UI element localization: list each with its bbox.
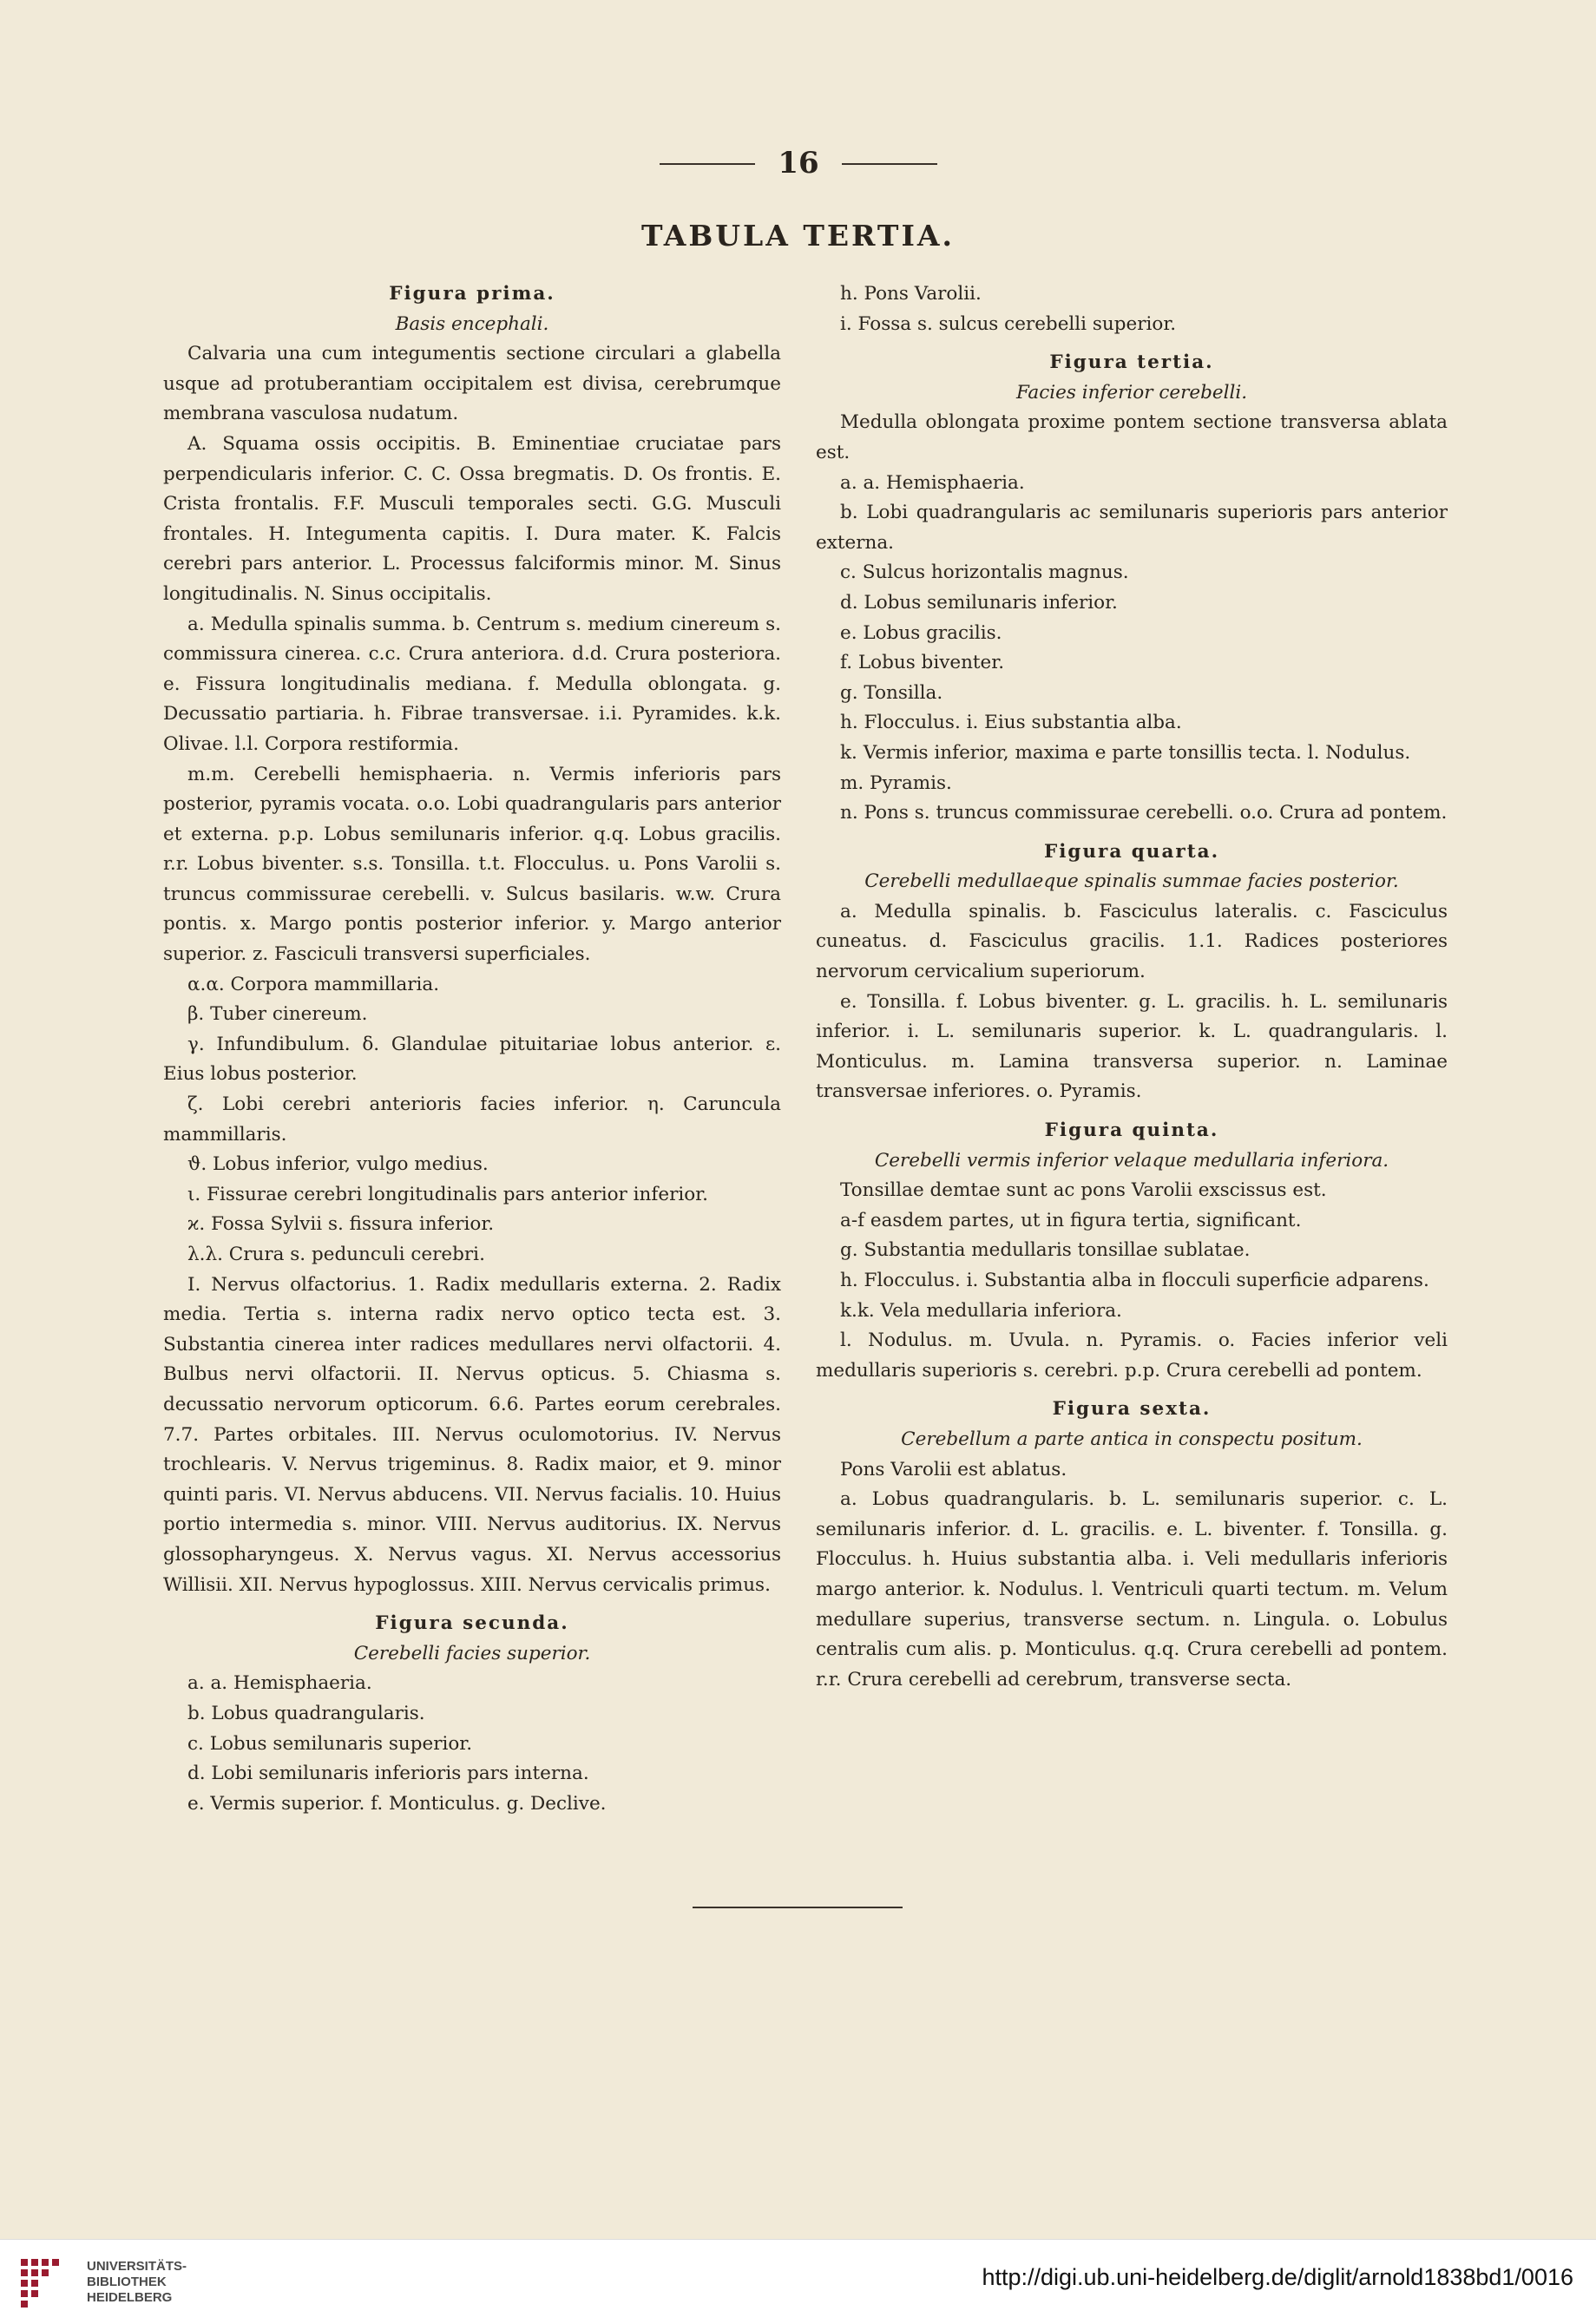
legend-paragraph: I. Nervus olfactorius. 1. Radix medullaris externa. 2. Radix media. Tertia s. interna radix nervo optico tecta est. 3. Substantia cinerea inter radices medullares nervi olfactorii. 4. Bulbus nervi olfactorii. II. Nervus opticus. 5. Chiasma s. decussatio nervorum opticorum. 6.6. Partes eorum cerebrales. 7.7. Partes orbitales. III. Nervus oculomotorius. IV. Nervus trochlearis. V. Nervus trigeminus. 8. Radix maior, et 9. minor quinti paris. VI. Nervus abducens. VII. Nervus facialis. 10. Huius portio intermedia s. minor. VIII. Nervus auditorius. IX. Nervus glossopharyngeus. X. Nervus vagus. XI. Nervus accessorius Willisii. XII. Nervus hypoglossus. XIII. Nervus cervicalis primus. — [163, 1273, 781, 1596]
legend-paragraph: b. Lobi quadrangularis ac semilunaris superioris pars anterior externa. — [816, 502, 1448, 554]
legend-paragraph: m. Pyramis. — [840, 771, 952, 794]
legend-paragraph: k.k. Vela medullaria inferiora. — [840, 1299, 1122, 1322]
legend-paragraph: a. a. Hemisphaeria. — [187, 1672, 372, 1695]
legend-paragraph: A. Squama ossis occipitis. B. Eminentiae cruciatae pars perpendicularis inferior. C. C. Ossa bregmatis. D. Os frontis. E. Crista frontalis. F.F. Musculi temporales secti. G.G. Musculi frontales. H. Integumenta capitis. I. Dura mater. K. Falcis cerebri pars anterior. L. Processus falciformis minor. M. Sinus longitudinalis. N. Sinus occipitalis. — [163, 432, 781, 605]
figure-heading: Figura secunda. — [375, 1612, 569, 1635]
legend-paragraph: i. Fossa s. sulcus cerebelli superior. — [840, 312, 1177, 335]
library-name — [87, 2259, 187, 2306]
figure-subtitle: Cerebelli medullaeque spinalis summae facies posterior. — [864, 870, 1399, 893]
figure-subtitle: Cerebelli facies superior. — [353, 1642, 591, 1664]
legend-paragraph: ϰ. Fossa Sylvii s. fissura inferior. — [187, 1213, 495, 1236]
figure-subtitle: Cerebelli vermis inferior velaque medullaria inferiora. — [874, 1149, 1389, 1172]
legend-paragraph: ι. Fissurae cerebri longitudinalis pars anterior inferior. — [187, 1183, 708, 1205]
footer-bar — [0, 2239, 1596, 2324]
legend-paragraph: Tonsillae demtae sunt ac pons Varolii exscissus est. — [840, 1179, 1327, 1202]
legend-paragraph: a. Medulla spinalis. b. Fasciculus lateralis. c. Fasciculus cuneatus. d. Fasciculus gracilis. 1.1. Radices posteriores nervorum cervicalium superiorum. — [816, 900, 1448, 983]
legend-paragraph: Calvaria una cum integumentis sectione circulari a glabella usque ad protuberantiam occipitalem est divisa, cerebrumque membrana vasculosa nudatum. — [163, 343, 781, 425]
library-name-line: HEIDELBERG — [87, 2290, 173, 2305]
permalink-url[interactable]: http://digi.ub.uni-heidelberg.de/diglit/arnold1838bd1/0016 — [982, 2264, 1573, 2290]
figure-heading: Figura sexta. — [1052, 1398, 1212, 1421]
figure-heading: Figura tertia. — [1049, 351, 1214, 374]
legend-paragraph: γ. Infundibulum. δ. Glandulae pituitariae lobus anterior. ε. Eius lobus posterior. — [163, 1033, 781, 1086]
legend-paragraph: f. Lobus biventer. — [840, 652, 1005, 674]
legend-paragraph: d. Lobus semilunaris inferior. — [840, 591, 1118, 614]
page-number: 16 — [778, 146, 819, 181]
figure-heading: Figura quarta. — [1043, 840, 1220, 863]
library-name-line: BIBLIOTHEK — [87, 2275, 167, 2289]
legend-paragraph: n. Pons s. truncus commissurae cerebelli. o.o. Crura ad pontem. — [840, 802, 1448, 824]
legend-paragraph: d. Lobi semilunaris inferioris pars interna. — [187, 1763, 589, 1785]
legend-paragraph: h. Pons Varolii. — [840, 283, 982, 305]
legend-paragraph: a. Medulla spinalis summa. b. Centrum s. medium cinereum s. commissura cinerea. c.c. Crura anteriora. d.d. Crura posteriora. e. Fissura longitudinalis mediana. f. Medulla oblongata. g. Decussatio partiaria. h. Fibrae transversae. i.i. Pyramides. k.k. Olivae. l.l. Corpora restiformia. — [163, 613, 781, 755]
library-name-line: UNIVERSITÄTS- — [87, 2259, 187, 2274]
page-number-rule-right — [842, 163, 937, 165]
legend-paragraph: g. Tonsilla. — [840, 681, 943, 704]
legend-paragraph: β. Tuber cinereum. — [187, 1003, 368, 1026]
library-logo-icon — [19, 2257, 73, 2311]
legend-paragraph: α.α. Corpora mammillaria. — [187, 973, 440, 995]
legend-paragraph: e. Lobus gracilis. — [840, 621, 1002, 644]
figure-subtitle: Facies inferior cerebelli. — [1015, 381, 1248, 404]
legend-paragraph: b. Lobus quadrangularis. — [187, 1702, 425, 1724]
legend-paragraph: e. Tonsilla. f. Lobus biventer. g. L. gracilis. h. L. semilunaris inferior. i. L. semilunaris superior. k. L. quadrangularis. l. Monticulus. m. Lamina transversa superior. n. Laminae transversae inferiores. o. Pyramis. — [816, 990, 1448, 1103]
legend-paragraph: c. Sulcus horizontalis magnus. — [840, 561, 1129, 584]
figure-subtitle: Basis encephali. — [395, 312, 549, 335]
closing-rule — [693, 1907, 903, 1908]
legend-paragraph: c. Lobus semilunaris superior. — [187, 1732, 473, 1755]
left-column — [163, 279, 781, 1819]
legend-paragraph: l. Nodulus. m. Uvula. n. Pyramis. o. Facies inferior veli medullaris superioris s. cerebri. p.p. Crura cerebelli ad pontem. — [816, 1329, 1448, 1382]
legend-paragraph: λ.λ. Crura s. pedunculi cerebri. — [187, 1244, 485, 1265]
legend-paragraph: ζ. Lobi cerebri anterioris facies inferior. η. Caruncula mammillaris. — [163, 1093, 781, 1146]
legend-paragraph: e. Vermis superior. f. Monticulus. g. Declive. — [187, 1792, 607, 1815]
legend-paragraph: a. Lobus quadrangularis. b. L. semilunaris superior. c. L. semilunaris inferior. d. L. gracilis. e. L. biventer. f. Tonsilla. g. Flocculus. h. Huius substantia alba. i. Veli medullaris inferioris margo anterior. k. Nodulus. l. Ventriculi quarti tectum. m. Velum medullare superius, transverse sectum. n. Lingula. o. Lobulus centralis cum alis. p. Monticulus. q.q. Crura cerebelli ad pontem. r.r. Crura cerebelli ad cerebrum, transverse secta. — [816, 1488, 1448, 1690]
legend-paragraph: h. Flocculus. i. Substantia alba in flocculi superficie adparens. — [840, 1270, 1429, 1291]
legend-paragraph: k. Vermis inferior, maxima e parte tonsillis tecta. l. Nodulus. — [840, 741, 1411, 764]
figure-heading: Figura prima. — [389, 283, 555, 305]
page-number-rule-left — [660, 163, 755, 165]
legend-paragraph: ϑ. Lobus inferior, vulgo medius. — [187, 1153, 489, 1176]
right-column — [816, 279, 1448, 1695]
legend-paragraph: h. Flocculus. i. Eius substantia alba. — [840, 712, 1182, 734]
figure-heading: Figura quinta. — [1044, 1119, 1219, 1142]
page-title: TABULA TERTIA. — [641, 219, 955, 253]
legend-paragraph: Pons Varolii est ablatus. — [840, 1458, 1067, 1480]
legend-paragraph: g. Substantia medullaris tonsillae sublatae. — [840, 1239, 1251, 1262]
legend-paragraph: Medulla oblongata proxime pontem sectione transversa ablata est. — [816, 411, 1448, 463]
legend-paragraph: a-f easdem partes, ut in figura tertia, significant. — [840, 1209, 1302, 1231]
legend-paragraph: m.m. Cerebelli hemisphaeria. n. Vermis inferioris pars posterior, pyramis vocata. o.o. Lobi quadrangularis pars anterior et externa. p.p. Lobus semilunaris inferior. q.q. Lobus gracilis. r.r. Lobus biventer. s.s. Tonsilla. t.t. Flocculus. u. Pons Varolii s. truncus commissurae cerebelli. v. Sulcus basilaris. w.w. Crura pontis. x. Margo pontis posterior inferior. y. Margo anterior superior. z. Fasciculi transversi superficiales. — [163, 763, 781, 966]
figure-subtitle: Cerebellum a parte antica in conspectu positum. — [901, 1428, 1363, 1450]
legend-paragraph: a. a. Hemisphaeria. — [840, 471, 1025, 494]
